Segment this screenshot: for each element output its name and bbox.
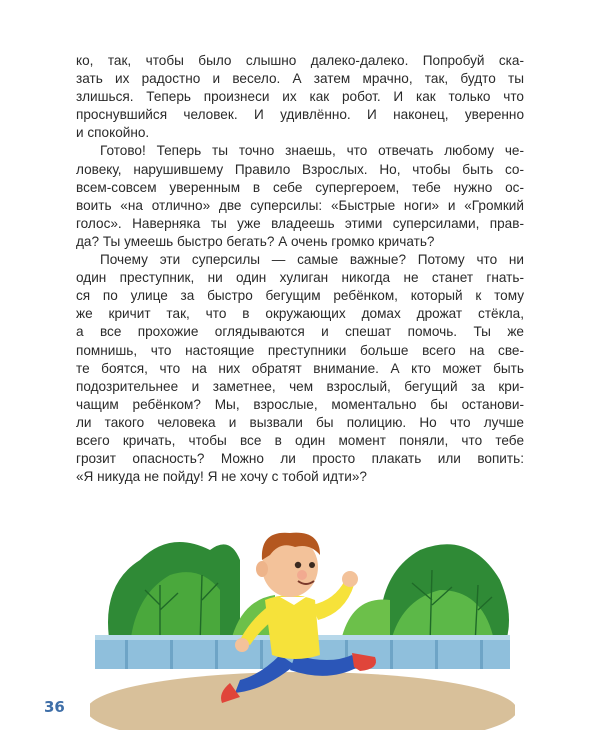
text-line: Готово! Теперь ты точно знаешь, что отвечать любому че- [100, 143, 524, 159]
text-line: да? Ты умеешь быстро бегать? А очень громко кричать? [76, 233, 435, 249]
text-line: и спокойно. [76, 125, 150, 141]
text-line: а все прохожие оглядываются и спешат помочь. Ты же [76, 324, 524, 340]
text-line: Почему эти суперсилы — самые важные? Потому что ни [100, 252, 524, 268]
text-line: ся по улице за быстро бегущим ребёнком, который к тому [76, 288, 524, 304]
body-text [76, 52, 524, 486]
page-number: 36 [44, 698, 65, 716]
text-line: чащим ребёнком? Мы, взрослые, моментально бы останови- [76, 396, 524, 412]
text-line: грозит опасность? Можно ли просто плакать или вопить: [76, 451, 524, 467]
text-line: ловеку, нарушившему Правило Взрослых. Но, чтобы быть со- [76, 161, 524, 177]
ground [90, 672, 515, 730]
text-line: же кричит так, что в окружающих домах дрожат стёкла, [76, 306, 524, 322]
text-line: всем-совсем уверенным в себе супергероем, тебе нужно ос- [76, 179, 524, 195]
text-line: те боятся, что на них обратят внимание. А кто может быть [76, 360, 524, 376]
text-line: зать их радостно и весело. А затем мрачно, так, будто ты [76, 71, 524, 87]
text-line: ли такого человека и вызвали бы полицию. Но что лучше [76, 414, 524, 430]
text-line: голос». Наверняка ты уже владеешь этими суперсилами, прав- [76, 215, 524, 231]
text-line: подозрительнее и заметнее, чем взрослый, бегущий за кри- [76, 378, 524, 394]
text-line: ко, так, чтобы было слышно далеко-далеко. Попробуй ска- [76, 53, 524, 68]
text-line: злишься. Теперь произнеси их как робот. И как только что [76, 89, 524, 105]
text-line: «Я никуда не пойду! Я не хочу с тобой идти»? [76, 469, 367, 485]
text-line: проснувшийся человек. И удивлённо. И наконец, уверенно [76, 107, 524, 123]
running-boy-illustration [90, 505, 515, 730]
text-line: один преступник, ни один хулиган никогда не станет гнать- [76, 270, 524, 286]
text-line: воить «на отлично» две суперсилы: «Быстрые ноги» и «Громкий [76, 197, 524, 213]
text-line: помнишь, что настоящие преступники больше всего на све- [76, 342, 524, 358]
text-line: всего кричать, чтобы все в один момент поняли, что тебе [76, 432, 524, 448]
